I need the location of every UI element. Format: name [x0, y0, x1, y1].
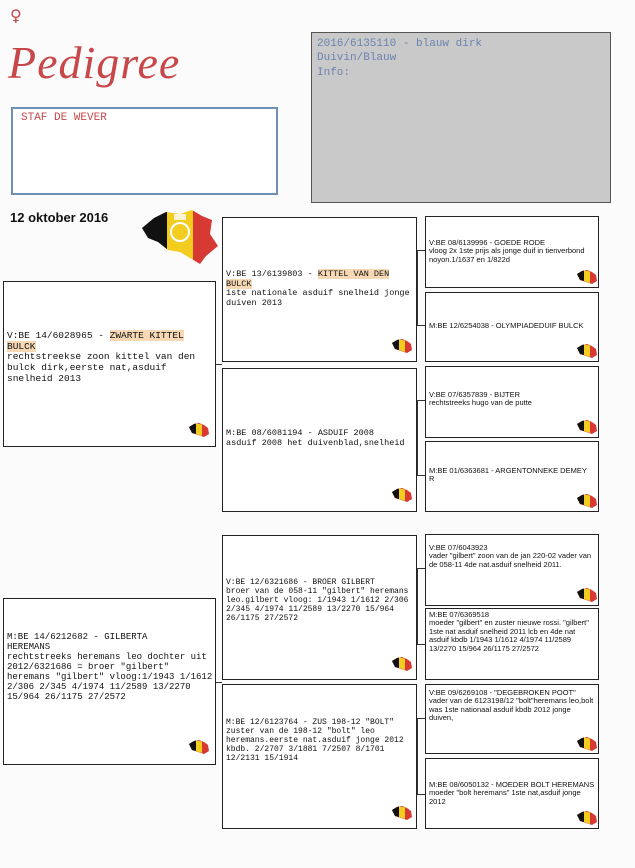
bottom-subject-head2: HEREMANS: [7, 642, 51, 653]
top-gm2-desc: R: [429, 474, 435, 484]
connector-line: [417, 400, 418, 475]
belgium-map-icon: [140, 206, 220, 266]
female-symbol: ♀: [10, 6, 22, 25]
belgium-flag-map-icon: [576, 343, 598, 359]
top-subject-name: ZWARTE KITTEL: [109, 330, 184, 341]
belgium-flag-map-icon: [188, 739, 210, 755]
top-subject-desc: rechtstreekse zoon kittel van den bulck dirk,eerste nat,asduif snelheid 2013: [7, 351, 196, 384]
bottom-gf2-head: M:BE 07/6369518: [429, 610, 490, 619]
connector-line: [216, 682, 222, 683]
top-gf1-card: [425, 216, 599, 288]
top-gf2-head: M:BE 12/6254038 - OLYMPIADEDUIF BULCK: [429, 321, 584, 330]
top-subject-card: [3, 281, 216, 447]
top-gm2-head: M:BE 01/6363681 - ARGENTONNEKE DEMEY: [429, 466, 587, 475]
connector-line: [417, 568, 418, 644]
connector-line: [417, 400, 425, 401]
belgium-flag-map-icon: [576, 419, 598, 435]
top-gf1-desc: vloog 2x 1ste prijs als jonge duif in tienverbond noyon.1/1637 en 1/822d: [429, 246, 585, 264]
bottom-mother-desc: zuster van de 198-12 "bolt" leo heremans.eerste nat.asduif jonge 2012 kbdb. 2/2707 3/1881 7/2507 8/1701 12/2131 15/1914: [226, 726, 404, 763]
belgium-flag-map-icon: [576, 269, 598, 285]
owner-name: STAF DE WEVER: [21, 112, 107, 124]
connector-line: [417, 644, 425, 645]
connector-line: [417, 250, 418, 325]
bottom-gm1-card: [425, 684, 599, 754]
top-mother-head: M:BE 08/6081194 - ASDUIF 2008: [226, 428, 374, 438]
belgium-flag-map-icon: [391, 487, 413, 503]
connector-line: [417, 568, 425, 569]
bottom-gm1-desc: vader van de 6123198/12 "bolt"heremans leo,bolt was 1ste nationaal asduif kbdb 2012 jonge duiven,: [429, 696, 594, 723]
bottom-father-desc: broer van de 058-11 "gilbert" heremans leo.gilbert vloog: 1/1943 1/1612 2/306 2/345 4/1974 11/2589 13/2270 15/964 26/1175 27/2572: [226, 586, 409, 623]
owner-box: [11, 107, 278, 195]
bottom-gm2-head: M:BE 08/6050132 - MOEDER BOLT HEREMANS: [429, 780, 595, 789]
connector-line: [417, 718, 425, 719]
bird-color: Duivin/Blauw: [317, 52, 397, 65]
belgium-flag-map-icon: [391, 656, 413, 672]
bottom-gm2-card: [425, 758, 599, 829]
bottom-gm1-head: V:BE 09/6269108 - "DEGEBROKEN POOT": [429, 688, 576, 697]
belgium-flag-map-icon: [576, 736, 598, 752]
belgium-flag-map-icon: [576, 493, 598, 509]
belgium-flag-map-icon: [188, 422, 210, 438]
bottom-gf2-desc: moeder "gilbert" en zuster nieuwe rossi. "gilbert" 1ste nat asduif snelheid 2011 lcb en 4de nat asduif kbdb 1/1943 1/1612 4/1974 11/2589 13/2270 15/964 26/1175 27/2572: [429, 618, 589, 653]
belgium-flag-map-icon: [576, 810, 598, 826]
top-gf1-head: V:BE 08/6139996 - GOEDE RODE: [429, 238, 546, 247]
connector-line: [417, 794, 425, 795]
belgium-flag-map-icon: [391, 805, 413, 821]
bottom-subject-desc: rechtstreeks heremans leo dochter uit 2012/6321686 = broer "gilbert" heremans "gilbert" vloog:1/1943 1/1612 2/306 2/345 4/1974 11/2589 13/2270 15/964 26/1175 27/2572: [7, 652, 213, 703]
top-gm1-desc: rechtstreeks hugo van de putte: [429, 398, 532, 408]
top-father-id: V:BE 13/6139803 -: [226, 269, 318, 279]
bottom-subject-card: [3, 598, 216, 765]
bottom-mother-card: [222, 684, 417, 829]
bird-info: Info:: [317, 66, 351, 79]
top-subject-id: V:BE 14/6028965 -: [7, 330, 110, 341]
bottom-gf2-card: [425, 608, 599, 680]
bottom-gm2-desc: moeder "bolt heremans" 1ste nat,asduif jonge 2012: [429, 788, 581, 806]
page-title: Pedigree: [8, 37, 181, 88]
top-subject-name2: BULCK: [7, 340, 36, 352]
bottom-gf1-head: V:BE 07/6043923: [429, 543, 488, 552]
top-mother-desc: asduif 2008 het duivenblad,snelheid: [226, 437, 405, 448]
bottom-subject-head: M:BE 14/6212682 - GILBERTA: [7, 632, 148, 642]
belgium-flag-map-icon: [391, 338, 413, 354]
bird-box: [311, 32, 611, 203]
top-gm1-card: [425, 366, 599, 438]
connector-line: [216, 364, 222, 365]
top-gf2-card: [425, 292, 599, 362]
top-father-desc: 1ste nationale asduif snelheid jonge duiven 2013: [226, 288, 410, 308]
pedigree-date: 12 oktober 2016: [10, 210, 109, 225]
top-gm1-head: V:BE 07/6357839 - BIJTER: [429, 390, 521, 399]
bottom-father-card: [222, 535, 417, 680]
connector-line: [417, 718, 418, 794]
bird-ring-number: 2016/6135110 - blauw dirk: [317, 38, 483, 50]
connector-line: [417, 475, 425, 476]
bottom-gf1-desc: vader "gilbert" zoon van de jan 220-02 vader van de 058-11 4de nat.asduif snelheid 2011.: [429, 551, 592, 569]
top-father-name: KITTEL VAN DEN BULCK: [226, 269, 390, 289]
bottom-gf1-card: [425, 534, 599, 606]
connector-line: [417, 250, 425, 251]
top-mother-card: [222, 368, 417, 512]
bottom-mother-head: M:BE 12/6123764 - ZUS 198-12 "BOLT": [226, 718, 395, 727]
connector-line: [417, 325, 425, 326]
top-gm2-card: [425, 441, 599, 512]
top-father-card: [222, 217, 417, 362]
belgium-flag-map-icon: [576, 587, 598, 603]
bottom-father-head: V:BE 12/6321686 - BROER GILBERT: [226, 578, 375, 587]
